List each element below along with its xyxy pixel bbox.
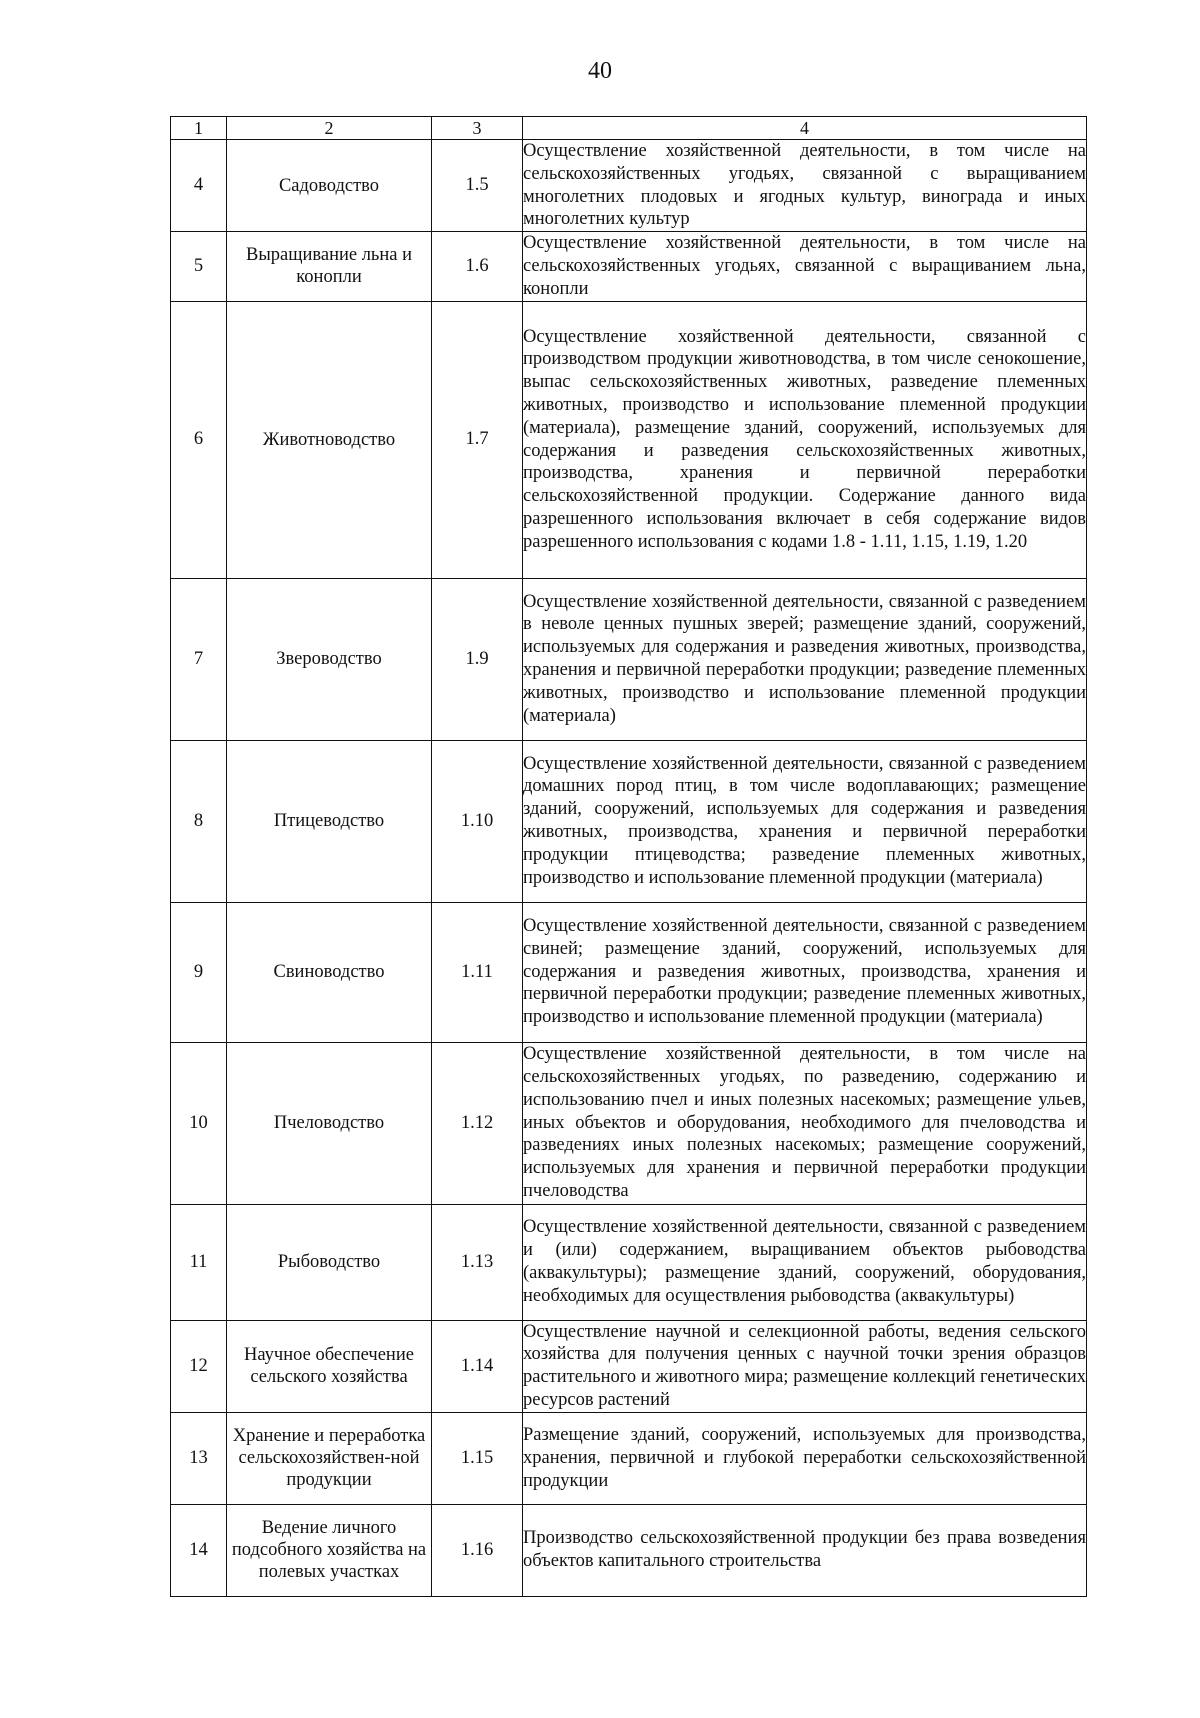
page-number: 40 bbox=[588, 58, 612, 84]
use-type-name: Выращивание льна и конопли bbox=[227, 232, 432, 301]
use-type-description: Осуществление хозяйственной деятельности, в том числе на сельскохозяйственных угодьях, по разведению, содержанию и использованию пчел и иных полезных насекомых; размещение ульев, иных объектов и оборудования, необходимого для пчеловодства и разведениях иных полезных насекомых; размещение сооружений, используемых для хранения и первичной переработки продукции пчеловодства bbox=[523, 1042, 1087, 1204]
table-row bbox=[171, 140, 1087, 232]
row-number: 8 bbox=[171, 740, 227, 902]
use-type-name: Хранение и переработка сельскохозяйствен-ной продукции bbox=[227, 1412, 432, 1504]
use-type-code: 1.6 bbox=[432, 232, 523, 301]
use-type-code: 1.15 bbox=[432, 1412, 523, 1504]
use-type-name: Птицеводство bbox=[227, 740, 432, 902]
use-type-code: 1.16 bbox=[432, 1504, 523, 1596]
header-col-3: 3 bbox=[432, 117, 523, 140]
use-type-description: Осуществление хозяйственной деятельности, связанной с разведением и (или) содержанием, выращиванием объектов рыбоводства (аквакультуры); размещение зданий, сооружений, оборудования, необходимых для осуществления рыбоводства (аквакультуры) bbox=[523, 1204, 1087, 1320]
row-number: 11 bbox=[171, 1204, 227, 1320]
land-use-table bbox=[170, 116, 1087, 1597]
use-type-name: Научное обеспечение сельского хозяйства bbox=[227, 1320, 432, 1412]
use-type-name: Рыбоводство bbox=[227, 1204, 432, 1320]
use-type-name: Звероводство bbox=[227, 578, 432, 740]
row-number: 4 bbox=[171, 140, 227, 232]
use-type-name: Свиноводство bbox=[227, 902, 432, 1042]
table-header-row bbox=[171, 117, 1087, 140]
row-number: 13 bbox=[171, 1412, 227, 1504]
use-type-description: Производство сельскохозяйственной продукции без права возведения объектов капитального строительства bbox=[523, 1504, 1087, 1596]
table-row bbox=[171, 578, 1087, 740]
table-row bbox=[171, 232, 1087, 301]
header-col-4: 4 bbox=[523, 117, 1087, 140]
use-type-code: 1.14 bbox=[432, 1320, 523, 1412]
row-number: 7 bbox=[171, 578, 227, 740]
use-type-code: 1.13 bbox=[432, 1204, 523, 1320]
use-type-code: 1.5 bbox=[432, 140, 523, 232]
use-type-description: Осуществление хозяйственной деятельности, связанной с разведением в неволе ценных пушных зверей; размещение зданий, сооружений, используемых для содержания и разведения животных, производства, хранения и первичной переработки продукции; разведение племенных животных, производство и использование племенной продукции (материала) bbox=[523, 578, 1087, 740]
use-type-description: Осуществление хозяйственной деятельности, связанной с разведением домашних пород птиц, в том числе водоплавающих; размещение зданий, сооружений, используемых для содержания и разведения животных, производства, хранения и первичной переработки продукции птицеводства; разведение племенных животных, производство и использование племенной продукции (материала) bbox=[523, 740, 1087, 902]
table-row bbox=[171, 1042, 1087, 1204]
row-number: 5 bbox=[171, 232, 227, 301]
use-type-description: Осуществление хозяйственной деятельности, связанной с разведением свиней; размещение зданий, сооружений, используемых для содержания и разведения животных, производства, хранения и первичной переработки продукции; разведение племенных животных, производство и использование племенной продукции (материала) bbox=[523, 902, 1087, 1042]
use-type-description: Осуществление хозяйственной деятельности, в том числе на сельскохозяйственных угодьях, связанной с выращиванием многолетних плодовых и ягодных культур, винограда и иных многолетних культур bbox=[523, 140, 1087, 232]
use-type-code: 1.12 bbox=[432, 1042, 523, 1204]
row-number: 10 bbox=[171, 1042, 227, 1204]
use-type-description: Осуществление хозяйственной деятельности, связанной с производством продукции животноводства, в том числе сенокошение, выпас сельскохозяйственных животных, разведение племенных животных, производство и использование племенной продукции (материала), размещение зданий, сооружений, используемых для содержания и разведения сельскохозяйственных животных, производства, хранения и первичной переработки сельскохозяйственной продукции. Содержание данного вида разрешенного использования включает в себя содержание видов разрешенного использования с кодами 1.8 - 1.11, 1.15, 1.19, 1.20 bbox=[523, 301, 1087, 578]
use-type-code: 1.11 bbox=[432, 902, 523, 1042]
table-row bbox=[171, 902, 1087, 1042]
use-type-name: Животноводство bbox=[227, 301, 432, 578]
row-number: 9 bbox=[171, 902, 227, 1042]
table-row bbox=[171, 1504, 1087, 1596]
use-type-code: 1.9 bbox=[432, 578, 523, 740]
use-type-description: Осуществление научной и селекционной работы, ведения сельского хозяйства для получения ценных с научной точки зрения образцов растительного и животного мира; размещение коллекций генетических ресурсов растений bbox=[523, 1320, 1087, 1412]
use-type-name: Садоводство bbox=[227, 140, 432, 232]
table-row bbox=[171, 740, 1087, 902]
table-row bbox=[171, 301, 1087, 578]
use-type-name: Ведение личного подсобного хозяйства на полевых участках bbox=[227, 1504, 432, 1596]
table-row bbox=[171, 1412, 1087, 1504]
use-type-description: Осуществление хозяйственной деятельности, в том числе на сельскохозяйственных угодьях, связанной с выращиванием льна, конопли bbox=[523, 232, 1087, 301]
row-number: 14 bbox=[171, 1504, 227, 1596]
row-number: 6 bbox=[171, 301, 227, 578]
header-col-2: 2 bbox=[227, 117, 432, 140]
row-number: 12 bbox=[171, 1320, 227, 1412]
header-col-1: 1 bbox=[171, 117, 227, 140]
table-row bbox=[171, 1204, 1087, 1320]
use-type-code: 1.10 bbox=[432, 740, 523, 902]
use-type-description: Размещение зданий, сооружений, используемых для производства, хранения, первичной и глубокой переработки сельскохозяйственной продукции bbox=[523, 1412, 1087, 1504]
table-row bbox=[171, 1320, 1087, 1412]
use-type-code: 1.7 bbox=[432, 301, 523, 578]
use-type-name: Пчеловодство bbox=[227, 1042, 432, 1204]
